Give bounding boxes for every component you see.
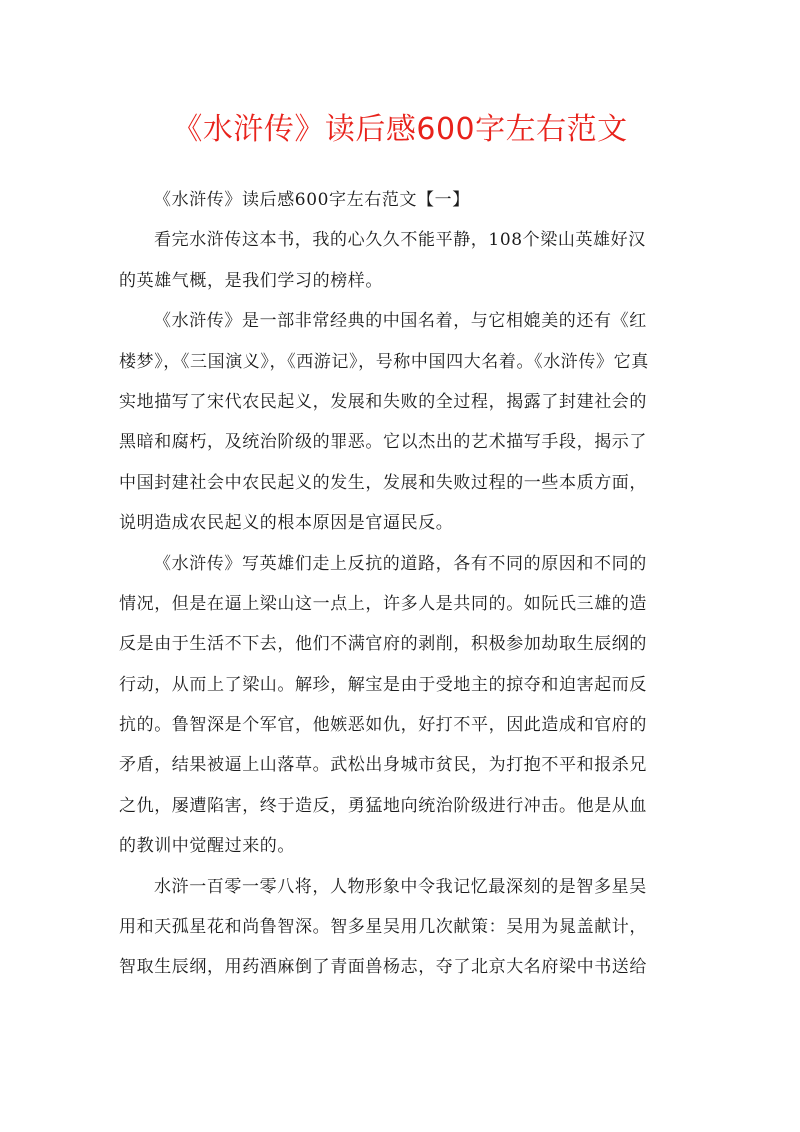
paragraph-line: 中国封建社会中农民起义的发生，发展和失败过程的一些本质方面， xyxy=(119,472,647,493)
paragraph-line: 的英雄气概，是我们学习的榜样。 xyxy=(119,270,383,291)
paragraph-line: 实地描写了宋代农民起义，发展和失败的全过程，揭露了封建社会的 xyxy=(119,391,647,412)
paragraph xyxy=(119,544,682,867)
paragraph-line: 《水浒传》是一部非常经典的中国名着，与它相媲美的还有《红 xyxy=(154,311,647,332)
paragraph-line: 《水浒传》写英雄们走上反抗的道路，各有不同的原因和不同的 xyxy=(154,553,647,574)
paragraph xyxy=(119,867,682,988)
paragraph-line: 智取生辰纲，用药酒麻倒了青面兽杨志，夺了北京大名府梁中书送给 xyxy=(119,957,647,978)
paragraph-line: 抗的。鲁智深是个军官，他嫉恶如仇，好打不平，因此造成和官府的 xyxy=(119,715,647,736)
paragraph-line: 情况，但是在逼上梁山这一点上，许多人是共同的。如阮氏三雄的造 xyxy=(119,593,647,614)
paragraph-line: 行动，从而上了梁山。解珍，解宝是由于受地主的掠夺和迫害起而反 xyxy=(119,674,647,695)
paragraph-line: 看完水浒传这本书，我的心久久不能平静，108个梁山英雄好汉 xyxy=(154,230,646,251)
paragraph-line: 《水浒传》读后感600字左右范文【一】 xyxy=(154,190,470,210)
paragraph-line: 说明造成农民起义的根本原因是官逼民反。 xyxy=(119,513,454,534)
section-heading xyxy=(119,180,682,220)
paragraph-line: 黑暗和腐朽，及统治阶级的罪恶。它以杰出的艺术描写手段，揭示了 xyxy=(119,432,647,453)
document-title: 《水浒传》读后感600字左右范文 xyxy=(172,112,628,147)
paragraph-line: 反是由于生活不下去，他们不满官府的剥削，积极参加劫取生辰纲的 xyxy=(119,634,647,655)
paragraph-line: 之仇，屡遭陷害，终于造反，勇猛地向统治阶级进行冲击。他是从血 xyxy=(119,795,647,816)
document-body xyxy=(119,180,682,988)
paragraph-line: 水浒一百零一零八将，人物形象中令我记忆最深刻的是智多星吴 xyxy=(154,876,647,897)
paragraph-line: 矛盾，结果被逼上山落草。武松出身城市贫民，为打抱不平和报杀兄 xyxy=(119,755,647,776)
paragraph-line: 楼梦》，《三国演义》，《西游记》，号称中国四大名着。《水浒传》它真 xyxy=(119,351,649,372)
paragraph-line: 用和天孤星花和尚鲁智深。智多星吴用几次献策：吴用为晁盖献计， xyxy=(119,917,647,938)
paragraph xyxy=(119,220,682,301)
paragraph-line: 的教训中觉醒过来的。 xyxy=(119,836,295,857)
paragraph xyxy=(119,301,682,543)
